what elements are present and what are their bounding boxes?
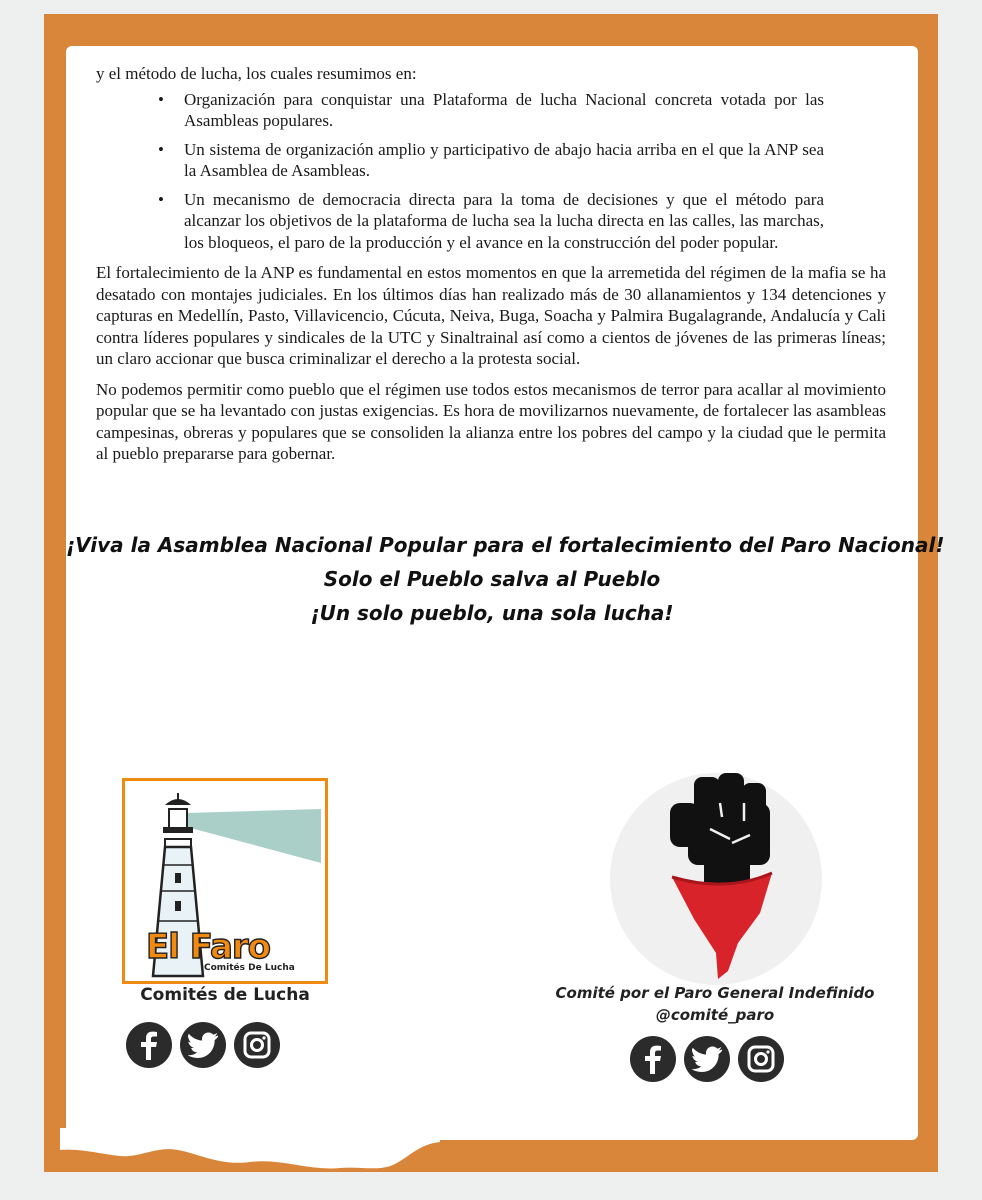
logo-subtitle: Comités De Lucha: [204, 963, 295, 973]
intro-text: y el método de lucha, los cuales resumimos en:: [96, 64, 417, 83]
slogans: [66, 528, 945, 630]
document-body: [96, 63, 886, 465]
bullet-item: • Organización para conquistar una Plataforma de lucha Nacional concreta votada por las Asambleas populares.: [184, 89, 824, 132]
bullet-item: • Un mecanismo de democracia directa para la toma de decisiones y que el método para alcanzar los objetivos de la plataforma de lucha sea la lucha directa en las calles, las marchas, los bloqueos, el paro de la producción y el avance en la construcción del poder popular.: [184, 189, 824, 254]
slogan-line: ¡Un solo pueblo, una sola lucha!: [310, 601, 674, 625]
slogan-line: ¡Viva la Asamblea Nacional Popular para el fortalecimiento del Paro Nacional!: [66, 533, 945, 557]
right-org-caption: [540, 982, 890, 1026]
instagram-icon[interactable]: [738, 1036, 784, 1082]
bullet-item: • Un sistema de organización amplio y participativo de abajo hacia arriba en el que la ANP sea la Asamblea de Asambleas.: [184, 139, 824, 182]
fist-logo: [610, 773, 822, 985]
raised-fist-icon: [610, 773, 822, 985]
left-org-caption: Comités de Lucha: [140, 985, 310, 1005]
instagram-icon[interactable]: [234, 1022, 280, 1068]
torn-edge: [60, 1128, 440, 1172]
facebook-icon[interactable]: [126, 1022, 172, 1068]
twitter-icon[interactable]: [180, 1022, 226, 1068]
bullet-list: [96, 89, 824, 254]
right-org-name: Comité por el Paro General Indefinido: [555, 984, 875, 1002]
left-social-links: [126, 1022, 280, 1068]
slogan-line: Solo el Pueblo salva al Pueblo: [323, 567, 661, 591]
right-org-handle: @comité_paro: [655, 1006, 775, 1024]
facebook-icon[interactable]: [630, 1036, 676, 1082]
twitter-icon[interactable]: [684, 1036, 730, 1082]
right-social-links: [630, 1036, 784, 1082]
paragraph: El fortalecimiento de la ANP es fundamental en estos momentos en que la arremetida del régimen de la mafia se ha desatado con montajes judiciales. En los últimos días han realizado más de 30 allanamientos y 134 detenciones y capturas en Medellín, Pasto, Villavicencio, Cúcuta, Neiva, Buga, Soacha y Palmira Bugalagrande, Andalucía y Cali contra líderes populares y sindicales de la UTC y Sinaltrainal así como a cientos de jóvenes de las primeras líneas; un claro accionar que busca criminalizar el derecho a la protesta social.: [96, 263, 886, 368]
logo-name: El Faro: [146, 927, 271, 967]
paragraph: No podemos permitir como pueblo que el régimen use todos estos mecanismos de terror para acallar al movimiento popular que se ha levantado con justas exigencias. Es hora de movilizarnos nuevamente, de fortalecer las asambleas campesinas, obreras y populares que se consoliden la alianza entre los pobres del campo y la ciudad que le permita al pueblo prepararse para gobernar.: [96, 379, 886, 463]
